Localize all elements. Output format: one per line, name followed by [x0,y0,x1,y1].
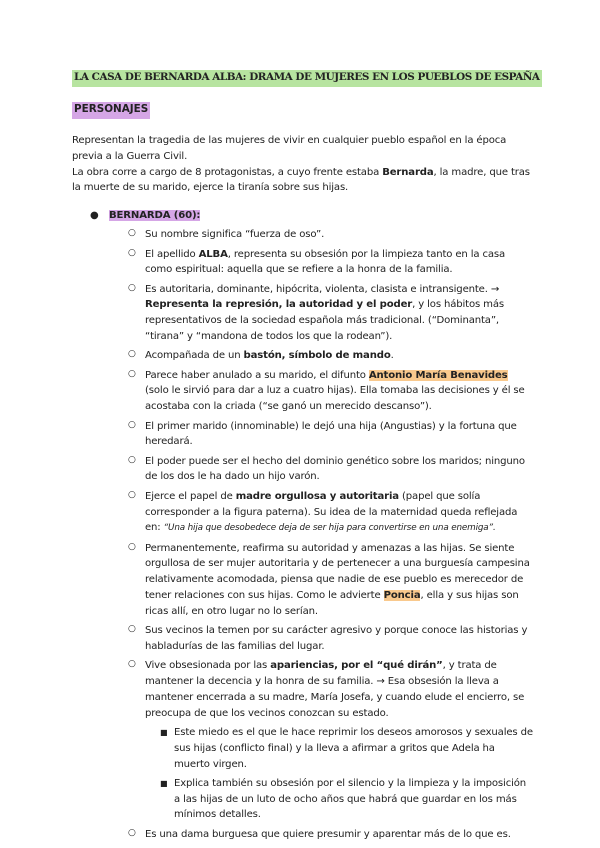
sub-list-item: ■ Explica también su obsesión por el silencio y la limpieza y la imposición a las hijas de un luto de ocho años que habrá que guardar en los más mínimos detalles. [160,777,527,821]
intro-text: , la madre, que tras la muerte de su marido, ejerce la tiranía sobre sus hijas. [72,166,530,194]
list-item: ○ El primer marido (innominable) le dejó una hija (Angustias) y la fortuna que heredará. [128,419,517,448]
character-list [88,208,533,842]
circle-bullet-icon: ○ [128,349,136,360]
character-item-bernarda [88,208,533,224]
character-name: BERNARDA (60): [109,210,201,221]
list-item: ○ Permanentemente, reafirma su autoridad y amenazas a las hijas. Se siente orgullosa de ser mujer autoritaria y de pertenecer a una burguesía campesina relativamente acomodada, piensa que nadie de ese pueblo es merecedor de tener relaciones con sus hijas. Como le advierte Poncia, ella y sus hijas son ricas allí, en otro lugar no lo serían. [128,541,530,617]
list-item: ○ Es una dama burguesa que quiere presumir y aparentar más de lo que es. [128,827,511,840]
highlight-poncia: Poncia [383,590,421,602]
circle-bullet-icon: ○ [128,419,136,430]
square-bullet-icon: ■ [160,727,168,737]
list-item: ○ El poder puede ser el hecho del dominio genético sobre los maridos; ninguno de los dos le ha dado un hijo varón. [128,454,525,483]
circle-bullet-icon: ○ [128,247,136,258]
list-item: ○ Sus vecinos la temen por su carácter agresivo y porque conoce las historias y habladurías de las familias del lugar. [128,624,528,652]
document-title: LA CASA DE BERNARDA ALBA: DRAMA DE MUJERES EN LOS PUEBLOS DE ESPAÑA [72,70,542,87]
section-heading: PERSONAJES [72,102,150,119]
highlight-antonio: Antonio María Benavides [368,369,508,381]
circle-bullet-icon: ○ [128,228,136,239]
bernarda-bold: Bernarda [382,166,434,178]
list-item: ○ Su nombre significa “fuerza de oso”. [128,228,325,241]
circle-bullet-icon: ○ [128,282,136,293]
quote: “Una hija que desobedece deja de ser hija para convertirse en una enemiga”. [163,523,496,534]
list-item: ○ Ejerce el papel de madre orgullosa y autoritaria (papel que solía corresponder a la figura paterna). Su idea de la maternidad queda reflejada en: “Una hija que desobedece deja de ser hija para convertirse en una enemiga”. [128,489,518,534]
circle-bullet-icon: ○ [128,659,136,670]
list-item: ○ Es autoritaria, dominante, hipócrita, violenta, clasista e intransigente. → Representa la represión, la autoridad y el poder, y los hábitos más representativos de la sociedad española más tradicional. (“Dominanta”, “tirana” y “mandona de todos los que la rodean”). [128,282,505,343]
intro-line-2 [72,165,532,197]
intro-paragraph [72,133,532,196]
circle-bullet-icon: ○ [128,489,136,500]
intro-line-1: Representan la tragedia de las mujeres de vivir en cualquier pueblo español en la época previa a la Guerra Civil. [72,135,507,162]
circle-bullet-icon: ○ [128,541,136,552]
list-item: ○ Vive obsesionada por las apariencias, por el “qué dirán”, y trata de mantener la decencia y la honra de su familia. → Esa obsesión la lleva a mantener encerrada a su madre, María Josefa, y cuando elude el encierro, se preocupa de que los vecinos conozcan su estado. [128,659,525,719]
circle-bullet-icon: ○ [128,454,136,465]
intro-text: La obra corre a cargo de 8 protagonistas, a cuyo frente estaba [72,166,383,178]
bullet-icon: ● [90,210,99,221]
list-item: ○ Parece haber anulado a su marido, el difunto Antonio María Benavides (solo le sirvió para dar a luz a cuatro hijas). Ella tomaba las decisiones y él se acostaba con la criada (“se ganó un merecido descanso”). [128,368,525,413]
circle-bullet-icon: ○ [128,624,136,635]
circle-bullet-icon: ○ [128,368,136,379]
sub-list-item: ■ Este miedo es el que le hace reprimir los deseos amorosos y sexuales de sus hijas (conflicto final) y la lleva a afirmar a gritos que Adela ha muerto virgen. [160,726,533,770]
square-bullet-icon: ■ [160,778,168,788]
list-item: ○ Acompañada de un bastón, símbolo de mando. [128,349,394,362]
list-item: ○ El apellido ALBA, representa su obsesión por la limpieza tanto en la casa como espiritual: aquella que se refiere a la honra de la familia. [128,247,506,276]
circle-bullet-icon: ○ [128,827,136,838]
